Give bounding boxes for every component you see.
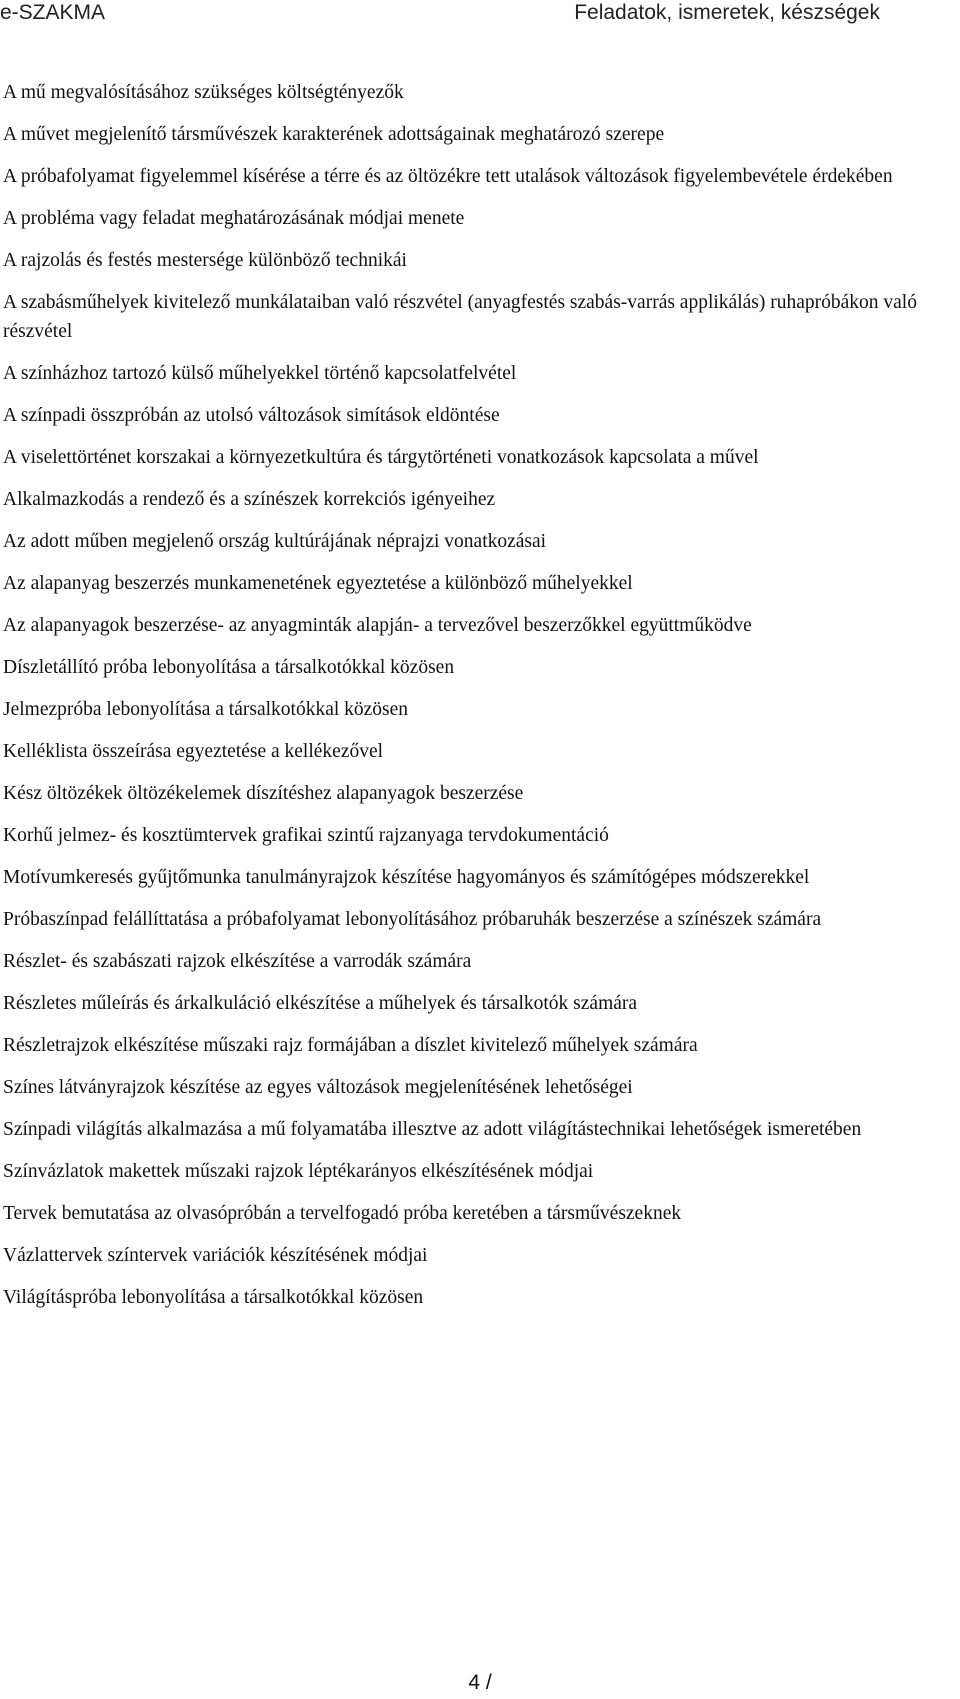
list-item: Színvázlatok makettek műszaki rajzok léptékarányos elkészítésének módjai (3, 1161, 594, 1182)
page-header (0, 0, 960, 30)
list-item: A rajzolás és festés mestersége különböző technikái (3, 250, 407, 271)
list-item: Színpadi világítás alkalmazása a mű folyamatába illesztve az adott világítástechnikai lehetőségek ismeretében (3, 1119, 862, 1140)
list-item: Az alapanyagok beszerzése- az anyagminták alapján- a tervezővel beszerzőkkel együttműködve (3, 615, 752, 636)
list-item: A színházhoz tartozó külső műhelyekkel történő kapcsolatfelvétel (3, 363, 517, 384)
list-item: A szabásműhelyek kivitelező munkálataiban való részvétel (anyagfestés szabás-varrás applikálás) ruhapróbákon való részvétel (3, 292, 917, 342)
header-site-name: e-SZAKMA (0, 1, 106, 24)
list-item: Az alapanyag beszerzés munkamenetének egyeztetése a különböző műhelyekkel (3, 573, 633, 594)
list-item: Jelmezpróba lebonyolítása a társalkotókkal közösen (3, 699, 409, 720)
list-item: Színes látványrajzok készítése az egyes változások megjelenítésének lehetőségei (3, 1077, 633, 1098)
list-item: Tervek bemutatása az olvasópróbán a tervelfogadó próba keretében a társművészeknek (3, 1203, 682, 1224)
header-section-title: Feladatok, ismeretek, készségek (574, 1, 880, 24)
list-item: Díszletállító próba lebonyolítása a társalkotókkal közösen (3, 657, 455, 678)
list-item: Világításpróba lebonyolítása a társalkotókkal közösen (3, 1287, 424, 1308)
list-item: Korhű jelmez- és kosztümtervek grafikai szintű rajzanyaga tervdokumentáció (3, 825, 609, 846)
page-number: 4 / (468, 1671, 492, 1694)
list-item: Alkalmazkodás a rendező és a színészek korrekciós igényeihez (3, 489, 496, 510)
item-list (3, 78, 943, 1325)
list-item: Az adott műben megjelenő ország kultúrájának néprajzi vonatkozásai (3, 531, 547, 552)
list-item: Részletrajzok elkészítése műszaki rajz formájában a díszlet kivitelező műhelyek számára (3, 1035, 698, 1056)
list-item: Részlet- és szabászati rajzok elkészítése a varrodák számára (3, 951, 472, 972)
list-item: A próbafolyamat figyelemmel kísérése a térre és az öltözékre tett utalások változások figyelembevétele érdekében (3, 166, 893, 187)
list-item: A probléma vagy feladat meghatározásának módjai menete (3, 208, 465, 229)
list-item: A mű megvalósításához szükséges költségtényezők (3, 82, 404, 103)
list-item: A színpadi összpróbán az utolsó változások simítások eldöntése (3, 405, 500, 426)
list-item: A viselettörténet korszakai a környezetkultúra és tárgytörténeti vonatkozások kapcsolata a művel (3, 447, 759, 468)
list-item: Kész öltözékek öltözékelemek díszítéshez alapanyagok beszerzése (3, 783, 524, 804)
list-item: Vázlattervek színtervek variációk készítésének módjai (3, 1245, 428, 1266)
list-item: Kelléklista összeírása egyeztetése a kellékezővel (3, 741, 384, 762)
list-item: Részletes műleírás és árkalkuláció elkészítése a műhelyek és társalkotók számára (3, 993, 638, 1014)
list-item: Motívumkeresés gyűjtőmunka tanulmányrajzok készítése hagyományos és számítógépes módszerekkel (3, 867, 810, 888)
list-item: Próbaszínpad felállíttatása a próbafolyamat lebonyolításához próbaruhák beszerzése a színészek számára (3, 909, 822, 930)
list-item: A művet megjelenítő társművészek karakterének adottságainak meghatározó szerepe (3, 124, 665, 145)
